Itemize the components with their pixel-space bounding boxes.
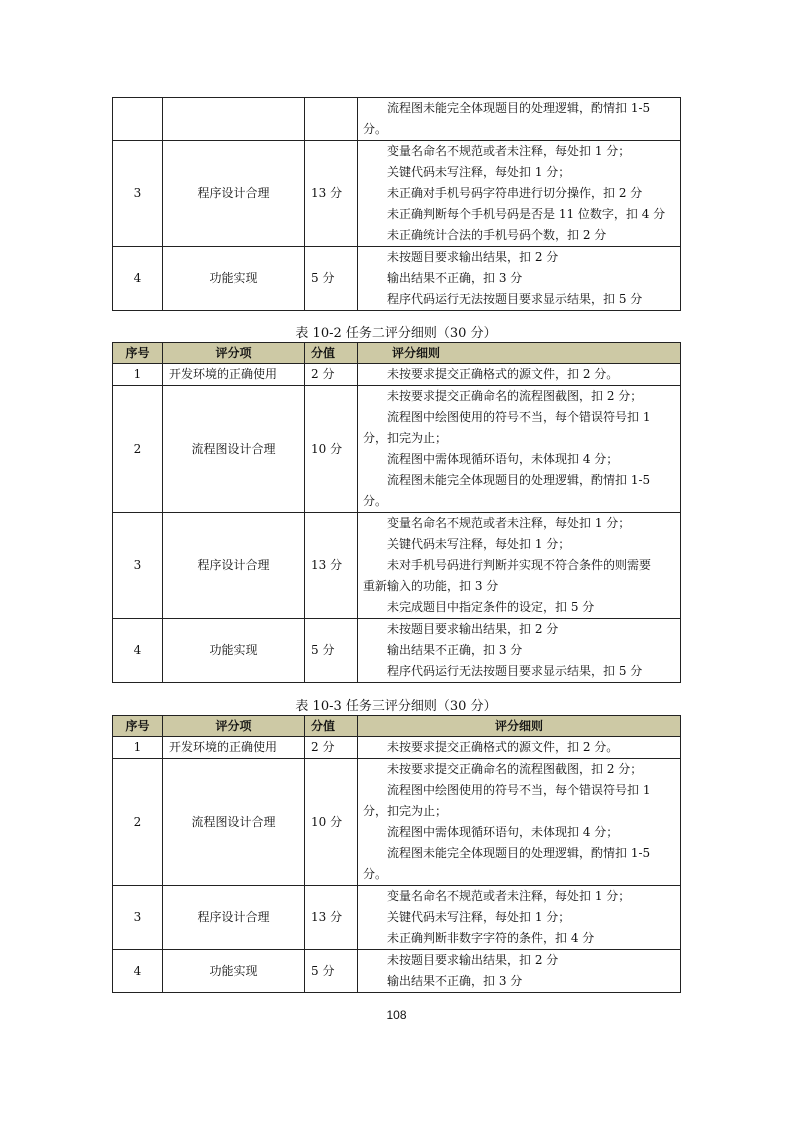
detail-line: 分。: [363, 867, 388, 881]
table-row: [113, 247, 681, 311]
detail-line: 分，扣完为止；: [363, 804, 448, 818]
detail-line: 未按要求提交正确命名的流程图截图，扣 2 分；: [387, 762, 643, 776]
detail-line: 未正确判断非数字字符的条件，扣 4 分: [387, 931, 595, 945]
detail-line: 流程图未能完全体现题目的处理逻辑，酌情扣 1-5: [387, 101, 651, 115]
row-item: [163, 98, 305, 141]
table-row: [113, 759, 681, 886]
detail-line: 关键代码未写注释，每处扣 1 分；: [387, 910, 571, 924]
table-caption-10-3: 表 10-3 任务三评分细则（30 分）: [295, 699, 497, 714]
table-row: [113, 364, 681, 386]
header-score: 分值: [305, 716, 358, 737]
row-score: 2 分: [305, 364, 358, 386]
detail-line: 关键代码未写注释，每处扣 1 分；: [387, 537, 571, 551]
table-caption-10-2: 表 10-2 任务二评分细则（30 分）: [295, 326, 497, 341]
detail-line: 未按要求提交正确命名的流程图截图，扣 2 分；: [387, 389, 643, 403]
detail-line: 流程图未能完全体现题目的处理逻辑，酌情扣 1-5: [387, 846, 651, 860]
row-details: [358, 759, 681, 886]
detail-line: 未按题目要求输出结果，扣 2 分: [387, 622, 559, 636]
detail-line: 变量名命名不规范或者未注释，每处扣 1 分；: [387, 516, 631, 530]
row-item: 功能实现: [163, 247, 305, 311]
detail-line: 未正确统计合法的手机号码个数，扣 2 分: [387, 228, 607, 242]
row-score: 5 分: [305, 619, 358, 683]
row-item: 流程图设计合理: [163, 386, 305, 513]
row-details: [358, 247, 681, 311]
row-details: [358, 513, 681, 619]
header-score: 分值: [305, 343, 358, 364]
table-task2: [112, 342, 681, 683]
row-item: 程序设计合理: [163, 141, 305, 247]
row-item: 程序设计合理: [163, 886, 305, 950]
header-number: 序号: [113, 716, 163, 737]
detail-line: 分。: [363, 122, 388, 136]
row-details: [358, 619, 681, 683]
detail-line: 未正确判断每个手机号码是否是 11 位数字，扣 4 分: [387, 207, 666, 221]
row-score: 10 分: [305, 386, 358, 513]
row-details: [358, 886, 681, 950]
table-row: [113, 619, 681, 683]
row-details: [358, 364, 681, 386]
table-row: [113, 513, 681, 619]
row-details: [358, 141, 681, 247]
detail-line: 未按要求提交正确格式的源文件，扣 2 分。: [387, 367, 619, 381]
row-number: 2: [113, 386, 163, 513]
table-row: [113, 386, 681, 513]
row-score: 13 分: [305, 513, 358, 619]
row-details: [358, 950, 681, 993]
row-number: [113, 98, 163, 141]
row-number: 4: [113, 619, 163, 683]
page-number: 108: [386, 1008, 407, 1022]
table-task3: [112, 715, 681, 993]
detail-line: 流程图未能完全体现题目的处理逻辑，酌情扣 1-5: [387, 473, 651, 487]
row-score: 10 分: [305, 759, 358, 886]
table-row: [113, 950, 681, 993]
row-item: 开发环境的正确使用: [163, 737, 305, 759]
header-item: 评分项: [163, 716, 305, 737]
table-header-row: [113, 343, 681, 364]
detail-line: 程序代码运行无法按题目要求显示结果，扣 5 分: [387, 664, 643, 678]
row-score: 13 分: [305, 886, 358, 950]
row-item: 程序设计合理: [163, 513, 305, 619]
table-row: [113, 141, 681, 247]
row-number: 2: [113, 759, 163, 886]
row-item: 流程图设计合理: [163, 759, 305, 886]
detail-line: 变量名命名不规范或者未注释，每处扣 1 分；: [387, 889, 631, 903]
header-detail: 评分细则: [358, 716, 681, 737]
row-details: [358, 737, 681, 759]
row-number: 3: [113, 141, 163, 247]
row-item: 功能实现: [163, 950, 305, 993]
detail-line: 变量名命名不规范或者未注释，每处扣 1 分；: [387, 144, 631, 158]
row-number: 1: [113, 364, 163, 386]
row-score: [305, 98, 358, 141]
row-score: 13 分: [305, 141, 358, 247]
detail-line: 输出结果不正确，扣 3 分: [387, 974, 523, 988]
row-item: 功能实现: [163, 619, 305, 683]
table-row: [113, 886, 681, 950]
detail-line: 输出结果不正确，扣 3 分: [387, 643, 523, 657]
header-item: 评分项: [163, 343, 305, 364]
table-row: [113, 98, 681, 141]
detail-line: 分，扣完为止；: [363, 431, 448, 445]
row-item: 开发环境的正确使用: [163, 364, 305, 386]
row-number: 4: [113, 247, 163, 311]
detail-line: 未对手机号码进行判断并实现不符合条件的则需要: [387, 558, 652, 572]
detail-line: 未按题目要求输出结果，扣 2 分: [387, 953, 559, 967]
table-task1-continued: [112, 97, 681, 311]
table-row: [113, 737, 681, 759]
row-number: 1: [113, 737, 163, 759]
header-detail: 评分细则: [358, 343, 681, 364]
detail-line: 未按要求提交正确格式的源文件，扣 2 分。: [387, 740, 619, 754]
detail-line: 分。: [363, 494, 388, 508]
row-score: 5 分: [305, 247, 358, 311]
detail-line: 重新输入的功能，扣 3 分: [363, 579, 499, 593]
row-number: 3: [113, 886, 163, 950]
detail-line: 程序代码运行无法按题目要求显示结果，扣 5 分: [387, 292, 643, 306]
detail-line: 关键代码未写注释，每处扣 1 分；: [387, 165, 571, 179]
detail-line: 流程图中绘图使用的符号不当，每个错误符号扣 1: [387, 410, 651, 424]
detail-line: 未正确对手机号码字符串进行切分操作，扣 2 分: [387, 186, 643, 200]
detail-line: 未完成题目中指定条件的设定，扣 5 分: [387, 600, 595, 614]
detail-line: 流程图中需体现循环语句，未体现扣 4 分；: [387, 825, 619, 839]
row-score: 5 分: [305, 950, 358, 993]
row-number: 4: [113, 950, 163, 993]
row-number: 3: [113, 513, 163, 619]
header-number: 序号: [113, 343, 163, 364]
detail-line: 流程图中绘图使用的符号不当，每个错误符号扣 1: [387, 783, 651, 797]
row-details: [358, 98, 681, 141]
detail-line: 流程图中需体现循环语句，未体现扣 4 分；: [387, 452, 619, 466]
detail-line: 输出结果不正确，扣 3 分: [387, 271, 523, 285]
row-score: 2 分: [305, 737, 358, 759]
detail-line: 未按题目要求输出结果，扣 2 分: [387, 250, 559, 264]
table-header-row: [113, 716, 681, 737]
row-details: [358, 386, 681, 513]
